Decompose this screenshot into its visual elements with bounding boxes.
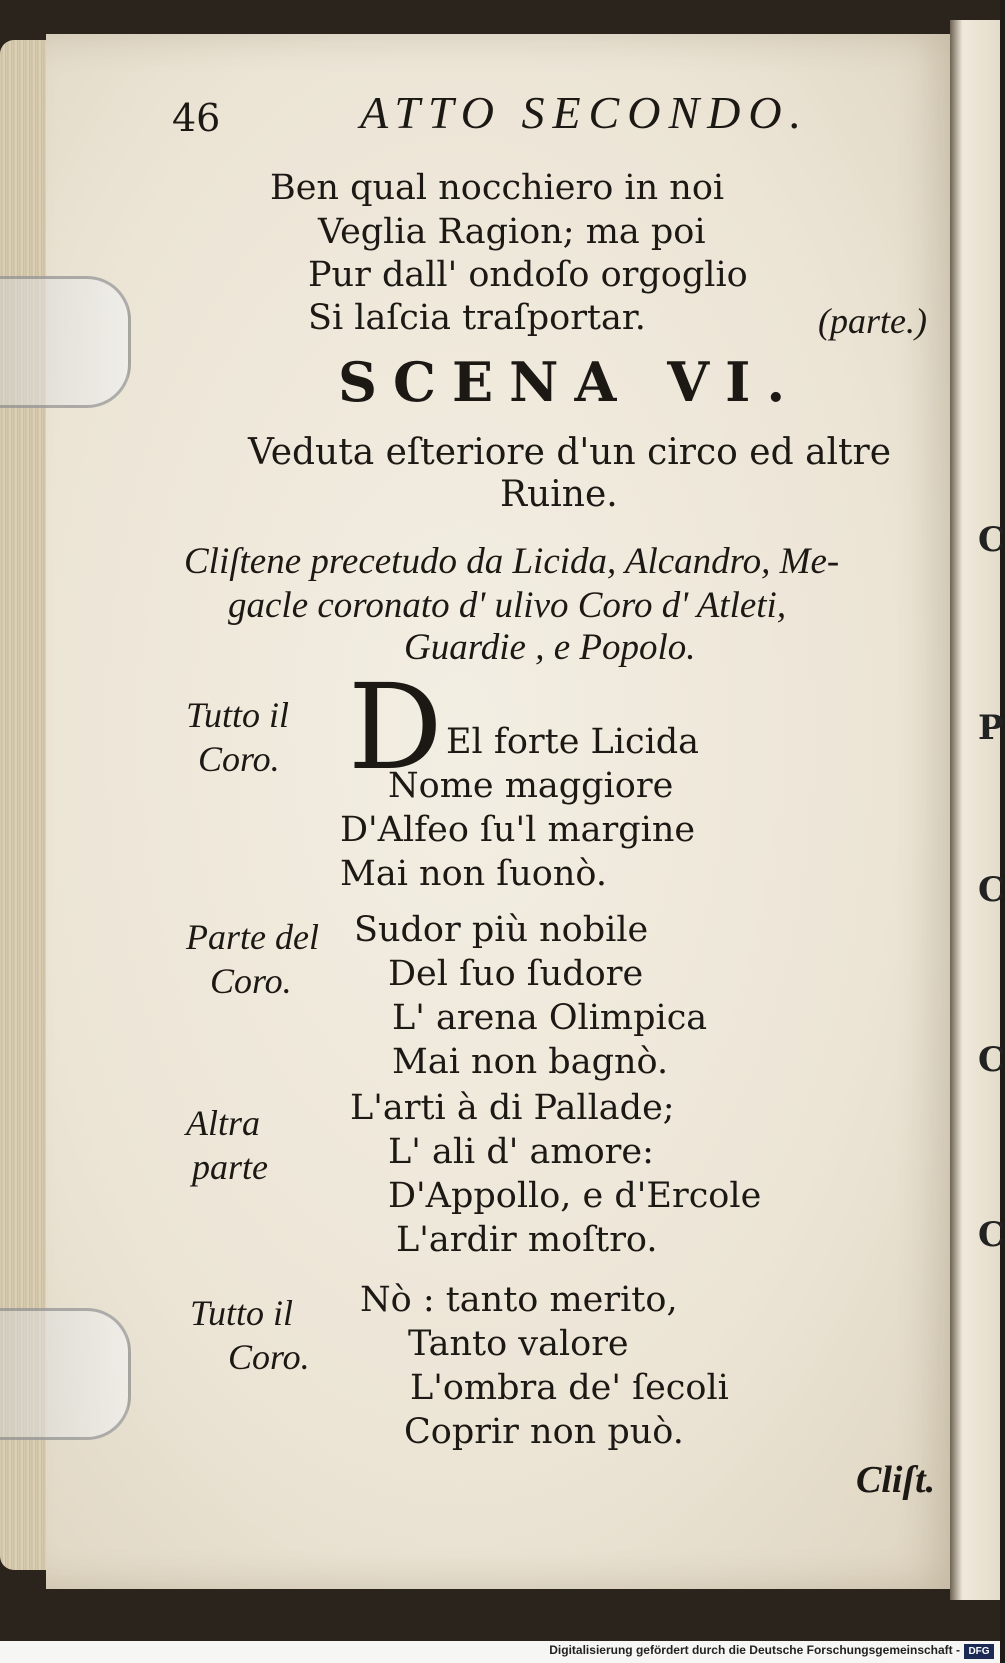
verse-line: Del ſuo ſudore (388, 954, 644, 994)
dfg-logo: DFG (964, 1644, 994, 1659)
speaker-label: Tutto il (190, 1293, 294, 1333)
speaker-label: Coro. (210, 961, 292, 1001)
stage-direction-exit: (parte.) (818, 301, 927, 341)
verse-line: D'Appollo, e d'Ercole (388, 1176, 762, 1216)
speaker-label: Parte del (186, 917, 319, 957)
verse-line: D'Alfeo ſu'l margine (340, 810, 696, 850)
book-clamp-top (0, 276, 131, 408)
speaker-label: Coro. (228, 1337, 310, 1377)
verse-line: Mai non bagnò. (392, 1042, 669, 1082)
catchword: Cliſt. (856, 1459, 936, 1501)
book-clamp-bottom (0, 1308, 131, 1440)
verse-line: Sudor più nobile (354, 910, 649, 950)
speaker-label: Tutto il (186, 695, 290, 735)
scene-characters: Guardie , e Popolo. (404, 627, 696, 668)
verse-line: L'ombra de' ſecoli (410, 1368, 729, 1408)
running-title: ATTO SECONDO. (360, 87, 810, 138)
scene-title: SCENA VI. (338, 350, 802, 414)
verse-line: L'ardir moſtro. (396, 1220, 658, 1260)
verse-line: Veglia Ragion; ma poi (318, 212, 706, 252)
verse-line: Coprir non può. (404, 1412, 684, 1452)
facing-page-fragment-glyph: P (978, 708, 1004, 748)
scene-setting: Veduta eſteriore d'un circo ed altre (248, 432, 892, 473)
verse-line: Mai non ſuonò. (340, 854, 607, 894)
scene-characters: Cliſtene precetudo da Licida, Alcandro, Me- (184, 541, 840, 582)
page-number: 46 (172, 96, 221, 140)
scene-setting: Ruine. (500, 474, 618, 515)
drop-cap: D (348, 658, 443, 796)
verse-line: L' ali d' amore: (388, 1132, 654, 1172)
facing-page-fragment-glyph: C (978, 1040, 1005, 1080)
facing-page-fragment-glyph: C (978, 1215, 1005, 1255)
scene-characters: gacle coronato d' ulivo Coro d' Atleti, (228, 585, 787, 626)
verse-line: Nome maggiore (388, 766, 674, 806)
speaker-label: Coro. (198, 739, 280, 779)
verse-line: L' arena Olimpica (392, 998, 708, 1038)
verse-line: L'arti à di Pallade; (350, 1088, 675, 1128)
footer-credit: Digitalisierung gefördert durch die Deutsche Forschungsgemeinschaft - (549, 1643, 960, 1657)
verse-line: Si laſcia traſportar. (308, 298, 646, 338)
verse-line: Pur dall' ondoſo orgoglio (308, 255, 748, 295)
verse-line: Nò : tanto merito, (360, 1280, 678, 1320)
speaker-label: Altra (186, 1103, 261, 1143)
verse-line: El forte Licida (446, 722, 700, 762)
speaker-label: parte (192, 1147, 268, 1187)
facing-page-fragment-glyph: C (978, 870, 1005, 910)
verse-line: Tanto valore (408, 1324, 629, 1364)
facing-page-gutter (950, 20, 1000, 1600)
verse-line: Ben qual nocchiero in noi (270, 168, 725, 208)
digitization-footer (0, 1641, 1000, 1663)
facing-page-fragment-glyph: C (978, 520, 1005, 560)
